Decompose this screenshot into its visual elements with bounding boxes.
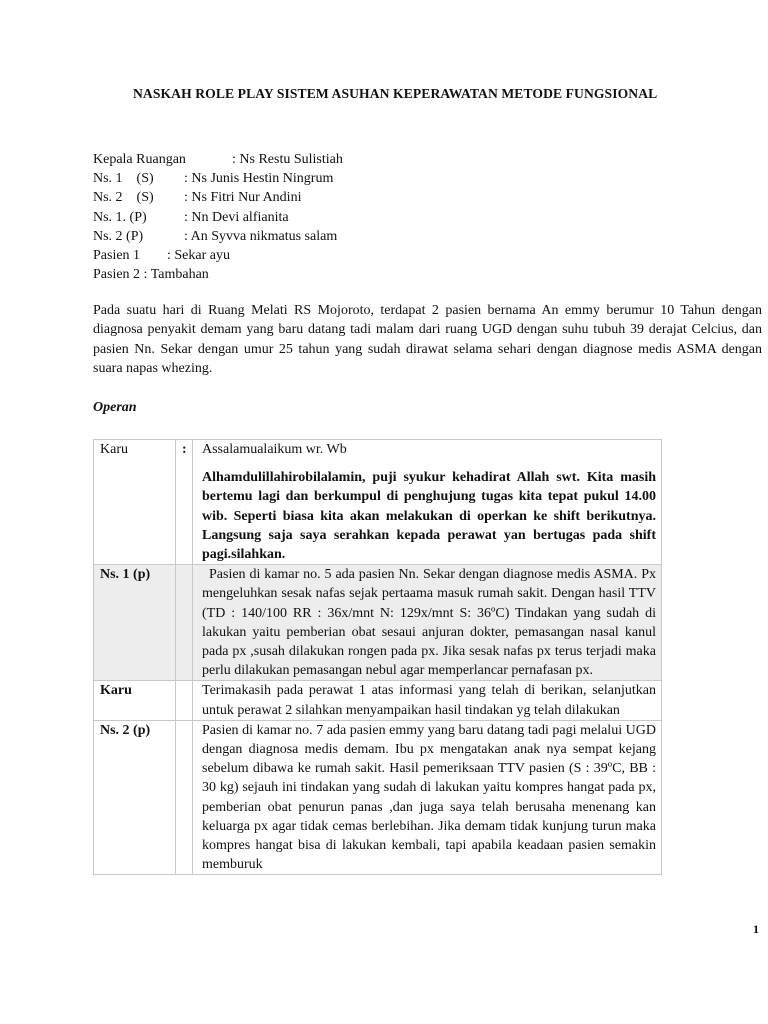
dialog-speaker: Karu bbox=[94, 681, 176, 720]
roster-row bbox=[93, 265, 209, 284]
dialog-separator bbox=[176, 565, 193, 681]
roster-role: Pasien 1 bbox=[93, 247, 141, 263]
dialog-separator bbox=[176, 720, 193, 875]
dialog-text: Terimakasih pada perawat 1 atas informasi yang telah di berikan, selanjutkan untuk perawat 2 silahkan menyampaikan hasil tindakan yg telah dilakukan bbox=[193, 681, 662, 720]
dialog-row bbox=[94, 440, 662, 565]
roster-row bbox=[93, 208, 289, 227]
roster-row bbox=[93, 150, 343, 169]
roster-role: Ns. 2 (S) bbox=[93, 190, 154, 206]
dialog-text-cell bbox=[193, 440, 662, 565]
dialog-text: Pasien di kamar no. 5 ada pasien Nn. Sekar dengan diagnose medis ASMA. Px mengeluhkan sesak nafas sejak pertaama masuk rumah sakit. Dengan hasil TTV (TD : 140/100 RR : 36x/mnt N: 129x/mnt S: 36ºC) Tindakan yang sudah di lakukan yaitu pemberian obat sesaui anjuran dokter, pemasangan nasal kanul pada px ,susah dilakukan rongen pada px. Jika sesak nafas px terus terjadi maka perlu dilakukan pemasangan nebul agar memperlancar pernafasan px. bbox=[193, 565, 662, 681]
roster-list bbox=[93, 150, 343, 284]
roster-role: Kepala Ruangan bbox=[93, 152, 186, 167]
dialog-speaker: Ns. 1 (p) bbox=[94, 565, 176, 681]
greeting-text: Assalamualaikum wr. Wb bbox=[202, 442, 347, 457]
section-heading-operan: Operan bbox=[93, 400, 137, 415]
roster-role: Ns. 1. (P) bbox=[93, 209, 147, 225]
roster-name: : Ns Restu Sulistiah bbox=[232, 152, 343, 167]
roster-name: : Ns Fitri Nur Andini bbox=[184, 190, 302, 206]
roster-name: : Nn Devi alfianita bbox=[184, 209, 289, 225]
roster-row bbox=[93, 188, 302, 207]
document-title: NASKAH ROLE PLAY SISTEM ASUHAN KEPERAWATAN METODE FUNGSIONAL bbox=[133, 86, 658, 101]
dialog-separator bbox=[176, 681, 193, 720]
dialog-text: Pasien di kamar no. 7 ada pasien emmy yang baru datang tadi pagi melalui UGD dengan diagnosa medis demam. Ibu px mengatakan anak nya sempat kejang sebelum dibawa ke rumah sakit. Hasil pemeriksaan TTV pasien (S : 39ºC, BB : 30 kg) sejauh ini tindakan yang sudah di lakukan yaitu kompres hangat pada px, pemberian obat penurun panas ,dan juga saya telah berusaha menenang kan keluarga px agar tidak cemas berlebihan. Jika demam tidak kunjung turun maka kompres hangat bisa di lakukan kembali, tapi apabila keadaan pasien semakin memburuk bbox=[193, 720, 662, 875]
roster-role: Ns. 1 (S) bbox=[93, 171, 154, 187]
roster-name: : An Syvva nikmatus salam bbox=[184, 228, 338, 244]
dialog-row bbox=[94, 720, 662, 875]
dialog-speaker: Ns. 2 (p) bbox=[94, 720, 176, 875]
dialog-row bbox=[94, 565, 662, 681]
dialog-text: Alhamdulillahirobilalamin, puji syukur kehadirat Allah swt. Kita masih bertemu lagi dan berkumpul di penghujung tugas kita tepat pukul 14.00 wib. Seperti biasa kita akan melakukan di operkan ke shift berikutnya. Langsung saja saya serahkan kepada perawat yan bertugas pada shift pagi.silahkan. bbox=[202, 470, 656, 563]
roster-name: : Ns Junis Hestin Ningrum bbox=[184, 171, 334, 187]
dialog-table bbox=[93, 439, 662, 875]
roster-role: Pasien 2 : Tambahan bbox=[93, 267, 209, 283]
roster-name: : Sekar ayu bbox=[167, 247, 230, 263]
dialog-row bbox=[94, 681, 662, 720]
roster-row bbox=[93, 169, 334, 188]
dialog-separator: : bbox=[176, 440, 193, 565]
intro-paragraph: Pada suatu hari di Ruang Melati RS Mojoroto, terdapat 2 pasien bernama An emmy berumur 10 Tahun dengan diagnosa penyakit demam yang baru datang tadi malam dari ruang UGD dengan suhu tubuh 39 derajat Celcius, dan pasien Nn. Sekar dengan umur 25 tahun yang sudah dirawat selama sehari dengan diagnose medis ASMA dengan suara napas whezing. bbox=[93, 303, 762, 376]
page-number: 1 bbox=[753, 922, 759, 936]
roster-role: Ns. 2 (P) bbox=[93, 228, 144, 244]
dialog-speaker: Karu bbox=[94, 440, 176, 565]
roster-row bbox=[93, 227, 338, 246]
roster-row bbox=[93, 246, 230, 265]
